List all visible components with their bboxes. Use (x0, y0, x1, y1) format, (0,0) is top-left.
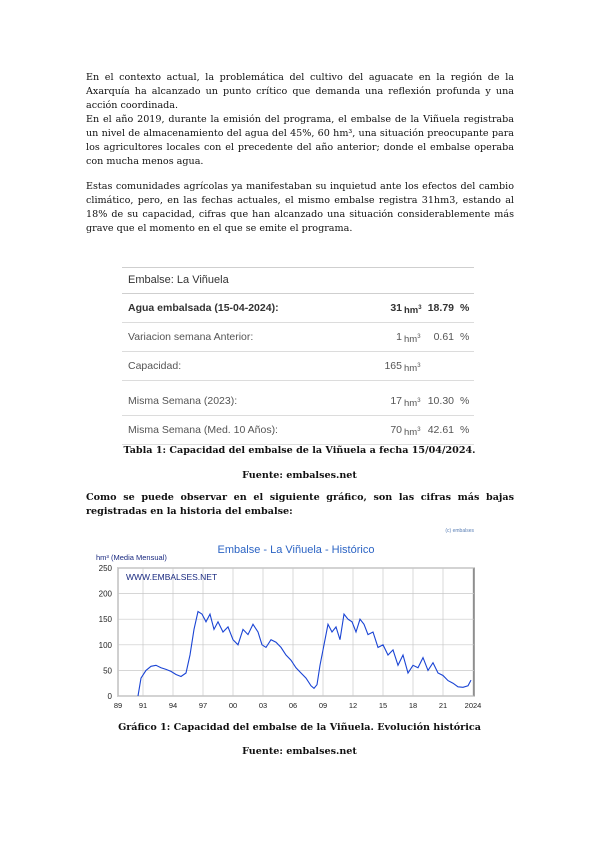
unit-superscript: 3 (417, 427, 421, 433)
chart-watermark: WWW.EMBALSES.NET (126, 572, 218, 582)
unit-superscript: 3 (417, 398, 421, 404)
row-unit: $hm^3$ (404, 363, 421, 375)
y-axis-label: hm³ (Media Mensual) (96, 553, 167, 562)
row-percent: 0.61 (433, 331, 454, 343)
paragraph-intro: En el contexto actual, la problemática del cultivo del aguacate en la región de la Axarquía ha alcanzado un punto crítico que demanda una reflexión profunda y una acción coordinada. (86, 72, 514, 111)
row-percent-symbol: % (460, 302, 470, 314)
x-tick-label: 12 (348, 701, 358, 710)
paragraph-chart-intro: Como se puede observar en el siguiente gráfico, son las cifras más bajas registradas en la historia del embalse: (86, 492, 514, 517)
y-tick-label: 50 (103, 666, 112, 676)
unit-superscript: 3 (417, 334, 421, 340)
x-tick-label: 18 (408, 701, 418, 710)
row-percent: 18.79 (427, 302, 454, 314)
paragraph-current: Estas comunidades agrícolas ya manifestaban su inquietud ante los efectos del cambio climático, pero, en las fechas actuales, el mismo embalse registra 31hm3, estando al 18% de su capacidad, cifras que han alcanzado una situación considerablemente más grave que el momento en el que se emite el programa. (86, 181, 514, 234)
row-percent: 42.61 (427, 424, 454, 436)
row-unit: $hm^3$ (404, 398, 421, 410)
row-unit: $hm^3$ (404, 305, 422, 317)
row-value: 17 (390, 395, 402, 407)
chart-caption: Gráfico 1: Capacidad del embalse de la Viñuela. Evolución histórica (118, 722, 481, 733)
row-label: Agua embalsada (15-04-2024): (128, 302, 279, 314)
x-tick-label: 21 (438, 701, 448, 710)
x-tick-label: 00 (228, 701, 238, 710)
y-tick-label: 100 (98, 640, 112, 650)
table-caption: Tabla 1: Capacidad del embalse de la Viñuela a fecha 15/04/2024. (123, 445, 476, 456)
chart-title: Embalse - La Viñuela - Histórico (217, 544, 375, 556)
y-tick-label: 200 (98, 589, 112, 599)
x-tick-label: 2024 (464, 701, 482, 710)
table-row (122, 323, 474, 352)
row-label: Capacidad: (128, 360, 182, 372)
y-tick-label: 150 (98, 615, 112, 625)
y-tick-label: 250 (98, 564, 112, 573)
row-percent-symbol: % (460, 395, 470, 407)
x-tick-label: 97 (198, 701, 208, 710)
x-tick-label: 89 (113, 701, 123, 710)
x-tick-label: 06 (288, 701, 298, 710)
unit-superscript: 3 (418, 305, 422, 311)
x-tick-label: 03 (258, 701, 268, 710)
chart-source: Fuente: embalses.net (242, 746, 357, 757)
table-source: Fuente: embalses.net (242, 470, 357, 481)
table-rows (122, 294, 474, 445)
row-value: 165 (384, 360, 402, 372)
table-row (122, 416, 474, 445)
row-unit: $hm^3$ (404, 427, 421, 439)
row-label: Variacion semana Anterior: (128, 331, 254, 343)
row-label: Misma Semana (Med. 10 Años): (128, 424, 278, 436)
plot-area (118, 568, 474, 696)
table-row (122, 352, 474, 381)
x-tick-label: 94 (168, 701, 178, 710)
paragraph-2019: En el año 2019, durante la emisión del programa, el embalse de la Viñuela registraba un nivel de almacenamiento del agua del 45%, 60 hm³, una situación preocupante para los agricultores locales con el precedente del año anterior; donde el embalse operaba con mucha menos agua. (86, 114, 514, 167)
x-tick-label: 15 (378, 701, 388, 710)
row-percent-symbol: % (460, 331, 470, 343)
x-tick-label: 09 (318, 701, 328, 710)
unit-superscript: 3 (417, 363, 421, 369)
table-row (122, 294, 474, 323)
table-title: Embalse: La Viñuela (122, 267, 474, 294)
reservoir-table (122, 267, 474, 439)
row-unit: $hm^3$ (404, 334, 421, 346)
row-percent: 10.30 (427, 395, 454, 407)
reservoir-history-chart (88, 520, 488, 710)
row-value: 1 (396, 331, 402, 343)
row-value: 31 (390, 302, 402, 314)
corner-note: (c) embalses (445, 528, 474, 534)
row-value: 70 (390, 424, 402, 436)
y-tick-label: 0 (107, 692, 112, 701)
row-label: Misma Semana (2023): (128, 395, 238, 407)
table-row (122, 387, 474, 416)
x-tick-label: 91 (138, 701, 148, 710)
row-percent-symbol: % (460, 424, 470, 436)
